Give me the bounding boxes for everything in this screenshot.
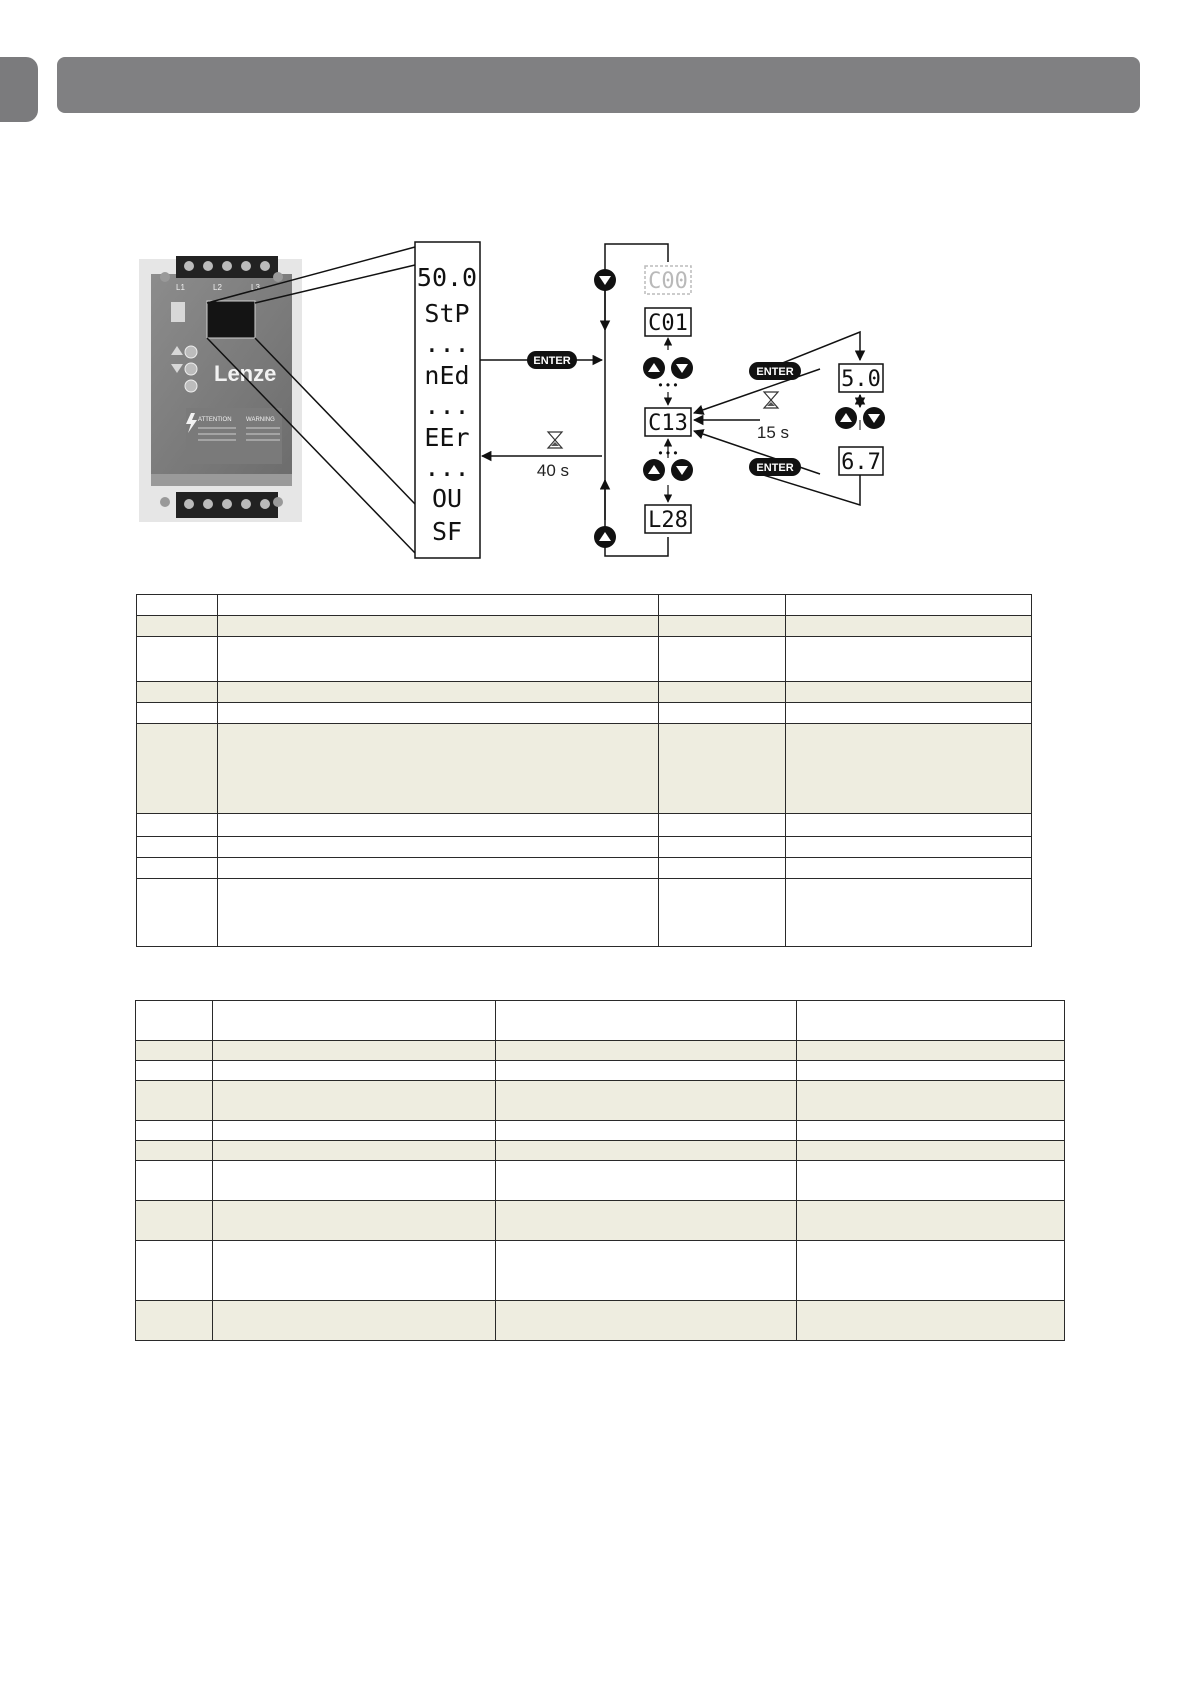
table-cell bbox=[659, 724, 786, 814]
svg-text:• • •: • • • bbox=[658, 446, 678, 460]
up-down-keys-1 bbox=[643, 357, 693, 379]
table-row bbox=[137, 724, 1032, 814]
table-cell bbox=[137, 814, 218, 837]
device-brand-label: Lenze bbox=[214, 361, 277, 386]
table-cell bbox=[496, 1241, 797, 1301]
table-row bbox=[136, 1081, 1065, 1121]
table-cell bbox=[659, 837, 786, 858]
table-cell bbox=[218, 616, 659, 637]
table-cell bbox=[213, 1041, 496, 1061]
enter-key-icon-top bbox=[749, 362, 801, 380]
table-cell bbox=[213, 1081, 496, 1121]
table-cell bbox=[496, 1201, 797, 1241]
table-cell bbox=[137, 616, 218, 637]
status-code-ned: nEd bbox=[424, 361, 470, 390]
table-row bbox=[136, 1201, 1065, 1241]
table-cell bbox=[786, 879, 1032, 947]
table-cell bbox=[659, 616, 786, 637]
table-cell bbox=[136, 1301, 213, 1341]
table-cell bbox=[496, 1141, 797, 1161]
table-cell bbox=[136, 1141, 213, 1161]
table-cell bbox=[136, 1121, 213, 1141]
table-cell bbox=[797, 1301, 1065, 1341]
warning-label-right: WARNING bbox=[246, 417, 275, 423]
table-row bbox=[136, 1001, 1065, 1041]
table-cell bbox=[218, 814, 659, 837]
table-row bbox=[137, 858, 1032, 879]
table-cell bbox=[797, 1121, 1065, 1141]
table-cell bbox=[797, 1041, 1065, 1061]
table-cell bbox=[136, 1041, 213, 1061]
table-cell bbox=[786, 682, 1032, 703]
table-cell bbox=[136, 1001, 213, 1041]
table-row bbox=[137, 879, 1032, 947]
table-row bbox=[137, 595, 1032, 616]
table-row bbox=[137, 616, 1032, 637]
table-cell bbox=[136, 1061, 213, 1081]
table-cell bbox=[659, 814, 786, 837]
enter-key-label-top: ENTER bbox=[756, 366, 794, 378]
param-code-c00: C00 bbox=[648, 269, 688, 294]
table-row bbox=[137, 703, 1032, 724]
table-cell bbox=[659, 703, 786, 724]
table-cell bbox=[496, 1061, 797, 1081]
table-cell bbox=[496, 1301, 797, 1341]
table-cell bbox=[797, 1161, 1065, 1201]
table-row bbox=[136, 1121, 1065, 1141]
table-cell bbox=[797, 1061, 1065, 1081]
table-cell bbox=[137, 858, 218, 879]
hourglass-icon-15 bbox=[764, 392, 778, 408]
status-ellipsis-1: ... bbox=[424, 329, 470, 358]
table-cell bbox=[659, 858, 786, 879]
table-cell bbox=[496, 1161, 797, 1201]
table-cell bbox=[496, 1001, 797, 1041]
status-code-sf: SF bbox=[431, 517, 463, 546]
up-down-keys-2 bbox=[643, 459, 693, 481]
table-cell bbox=[137, 595, 218, 616]
param-code-c01: C01 bbox=[648, 311, 688, 336]
table-cell bbox=[786, 837, 1032, 858]
table-cell bbox=[136, 1161, 213, 1201]
table-row bbox=[137, 814, 1032, 837]
table-cell bbox=[496, 1121, 797, 1141]
value-code-1: 5.0 bbox=[841, 367, 881, 392]
terminal-label-l1: L1 bbox=[176, 283, 185, 292]
table-row bbox=[136, 1301, 1065, 1341]
terminal-label-l3: L3 bbox=[251, 283, 260, 292]
table-cell bbox=[659, 595, 786, 616]
status-code-stp: StP bbox=[424, 299, 470, 328]
enter-key-icon bbox=[527, 351, 577, 369]
table-cell bbox=[137, 724, 218, 814]
table-cell bbox=[136, 1081, 213, 1121]
timeout-40-label: 40 s bbox=[536, 461, 570, 480]
table-cell bbox=[786, 637, 1032, 682]
table-cell bbox=[218, 837, 659, 858]
table-cell bbox=[797, 1001, 1065, 1041]
table-row bbox=[137, 637, 1032, 682]
table-cell bbox=[136, 1201, 213, 1241]
table-row bbox=[136, 1161, 1065, 1201]
status-code-freq: 50.0 bbox=[416, 263, 478, 292]
table-row bbox=[136, 1241, 1065, 1301]
table-row bbox=[137, 837, 1032, 858]
value-code-2: 6.7 bbox=[841, 450, 881, 475]
status-ellipsis-2: ... bbox=[424, 391, 470, 420]
down-key-icon bbox=[594, 269, 616, 291]
table-cell bbox=[659, 682, 786, 703]
table-cell bbox=[797, 1141, 1065, 1161]
table-cell bbox=[496, 1081, 797, 1121]
table-cell bbox=[213, 1301, 496, 1341]
table-cell bbox=[137, 703, 218, 724]
keypad-navigation-diagram bbox=[0, 0, 1191, 600]
timeout-15-label: 15 s bbox=[756, 423, 790, 442]
status-ellipsis-3: ... bbox=[424, 453, 470, 482]
warning-label-left: ATTENTION bbox=[198, 417, 232, 423]
table-cell bbox=[218, 724, 659, 814]
enter-key-icon-bottom bbox=[749, 458, 801, 476]
table-cell bbox=[797, 1201, 1065, 1241]
table-cell bbox=[213, 1161, 496, 1201]
table-cell bbox=[659, 637, 786, 682]
table-cell bbox=[797, 1081, 1065, 1121]
terminal-label-l2: L2 bbox=[213, 283, 222, 292]
svg-text:• • •: • • • bbox=[658, 378, 678, 392]
table-cell bbox=[786, 724, 1032, 814]
table-row bbox=[136, 1061, 1065, 1081]
table-cell bbox=[137, 879, 218, 947]
table-cell bbox=[786, 616, 1032, 637]
enter-key-label: ENTER bbox=[533, 355, 571, 367]
table-cell bbox=[218, 858, 659, 879]
table-cell bbox=[218, 637, 659, 682]
table-cell bbox=[218, 703, 659, 724]
table-cell bbox=[786, 814, 1032, 837]
table-cell bbox=[137, 637, 218, 682]
status-code-ou: OU bbox=[431, 484, 463, 513]
hourglass-icon bbox=[548, 432, 562, 448]
table-cell bbox=[659, 879, 786, 947]
table-cell bbox=[496, 1041, 797, 1061]
param-code-c13: C13 bbox=[648, 411, 688, 436]
table-cell bbox=[213, 1241, 496, 1301]
parameter-table-2 bbox=[135, 1000, 1065, 1341]
parameter-table-1 bbox=[136, 594, 1032, 947]
table-cell bbox=[213, 1141, 496, 1161]
table-cell bbox=[786, 595, 1032, 616]
table-cell bbox=[797, 1241, 1065, 1301]
table-cell bbox=[137, 837, 218, 858]
table-cell bbox=[213, 1001, 496, 1041]
table-cell bbox=[213, 1201, 496, 1241]
table-cell bbox=[218, 682, 659, 703]
drive-device-image bbox=[139, 256, 302, 522]
table-cell bbox=[137, 682, 218, 703]
table-row bbox=[137, 682, 1032, 703]
table-cell bbox=[213, 1061, 496, 1081]
table-cell bbox=[218, 595, 659, 616]
table-cell bbox=[786, 858, 1032, 879]
table-row bbox=[136, 1141, 1065, 1161]
enter-key-label-bottom: ENTER bbox=[756, 462, 794, 474]
up-key-icon bbox=[594, 526, 616, 548]
status-code-eer: EEr bbox=[424, 423, 470, 452]
table-row bbox=[136, 1041, 1065, 1061]
table-cell bbox=[213, 1121, 496, 1141]
param-code-l28: L28 bbox=[648, 508, 688, 533]
table-cell bbox=[786, 703, 1032, 724]
table-cell bbox=[136, 1241, 213, 1301]
table-cell bbox=[218, 879, 659, 947]
